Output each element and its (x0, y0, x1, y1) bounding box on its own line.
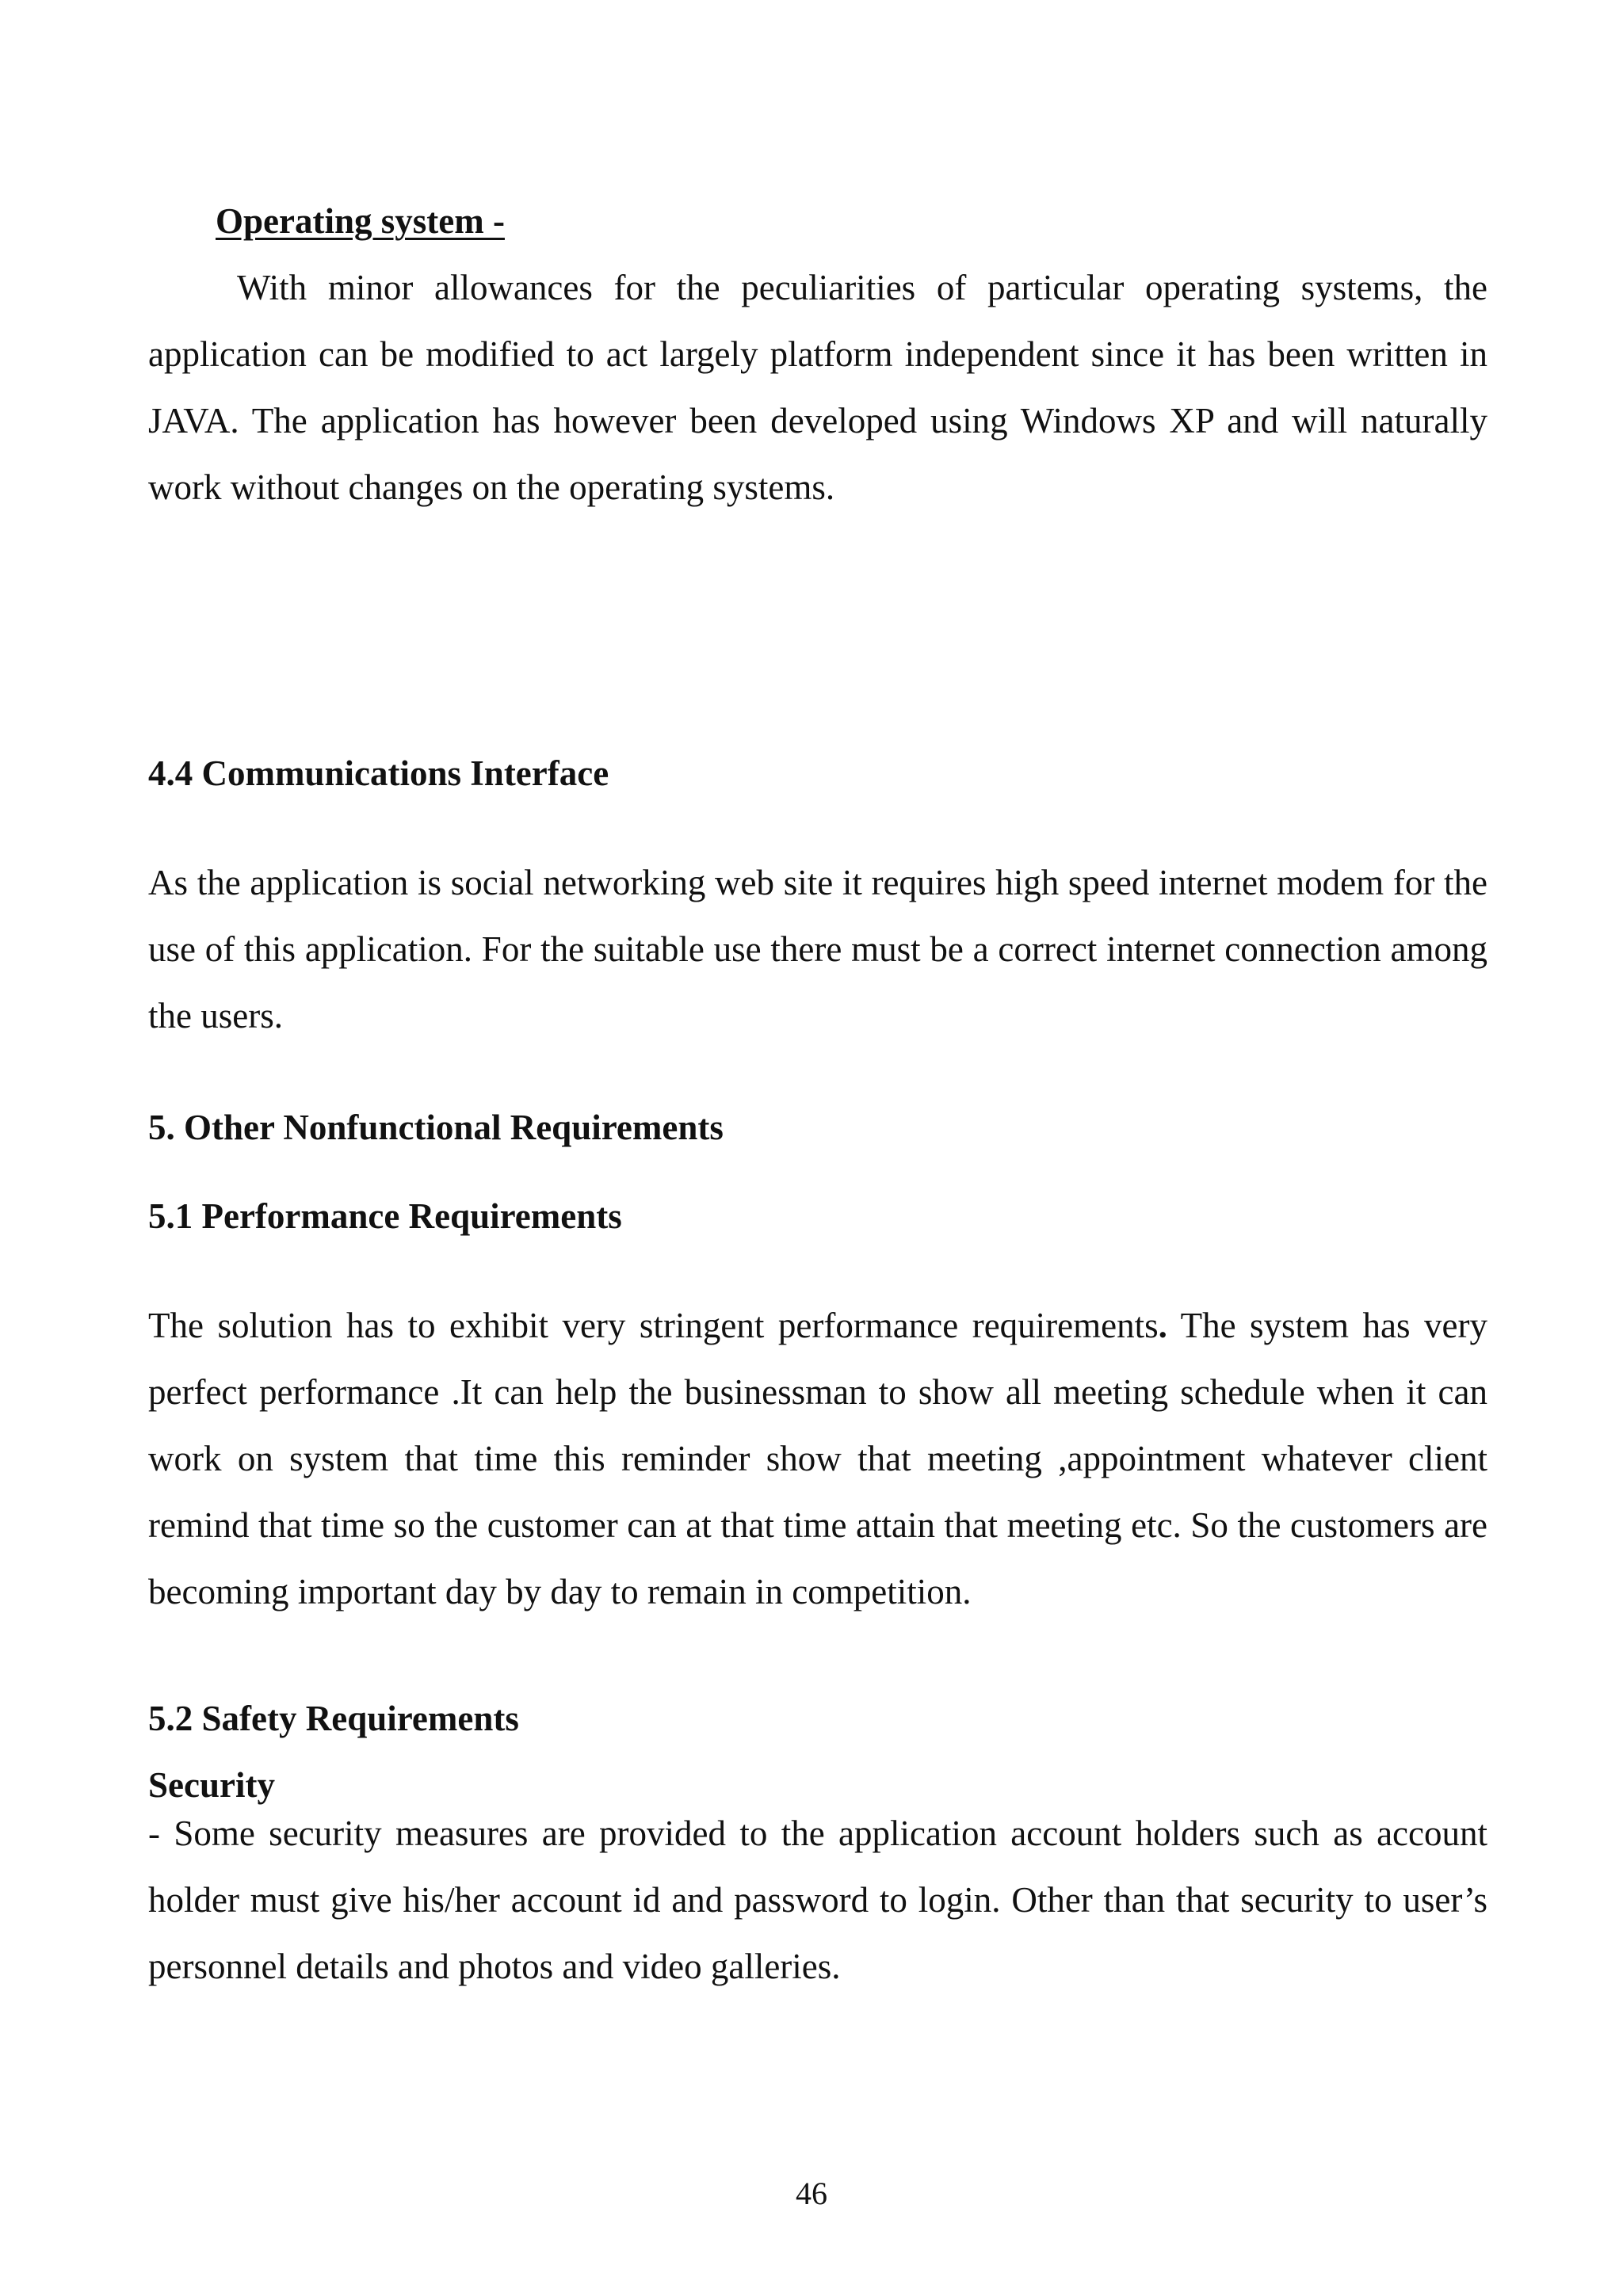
nonfunctional-requirements-heading: 5. Other Nonfunctional Requirements (148, 1108, 724, 1147)
performance-paragraph-rest: The system has very perfect performance .It can help the businessman to show all meeting schedule when it can work on system that time this reminder show that meeting ,appointment whatever client remind that time so the customer can at that time attain that meeting etc. So the customers are becoming important day by day to remain in competition. (148, 1306, 1487, 1611)
communications-interface-heading: 4.4 Communications Interface (148, 753, 609, 793)
operating-system-heading: Operating system - (216, 201, 505, 241)
security-paragraph: - Some security measures are provided to the application account holders such as account holder must give his/her account id and password to login. Other than that security to user’s personnel details and photos and video galleries. (148, 1814, 1487, 1986)
safety-requirements-heading: 5.2 Safety Requirements (148, 1699, 519, 1738)
performance-requirements-heading: 5.1 Performance Requirements (148, 1196, 622, 1236)
performance-requirements-paragraph (148, 1292, 1487, 1625)
communications-interface-paragraph: As the application is social networking web site it requires high speed internet modem for the use of this application. For the suitable use there must be a correct internet connection among the users. (148, 863, 1487, 1035)
operating-system-paragraph: With minor allowances for the peculiarities of particular operating systems, the application can be modified to act largely platform independent since it has been written in JAVA. The application has however been developed using Windows XP and will naturally work without changes on the operating systems. (148, 268, 1487, 507)
performance-paragraph-bold-period: . (1158, 1306, 1167, 1345)
page-number: 46 (796, 2176, 827, 2211)
security-subheading: Security (148, 1765, 275, 1805)
performance-paragraph-start: The solution has to exhibit very stringent performance requirements (148, 1306, 1159, 1345)
